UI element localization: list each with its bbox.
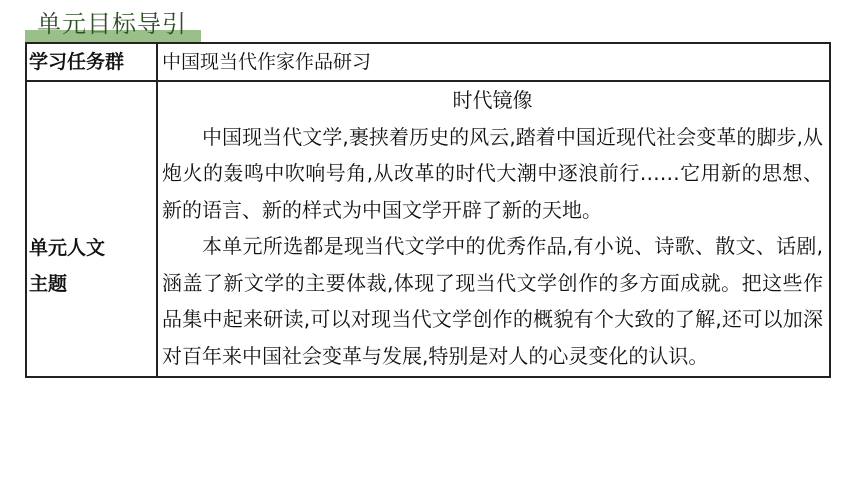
theme-paragraph-1: 中国现当代文学,裹挟着历史的风云,踏着中国近现代社会变革的脚步,从炮火的轰鸣中吹响号角,从改革的时代大潮中逐浪前行……它用新的思想、新的语言、新的样式为中国文学开辟了新的天地。 — [162, 124, 823, 222]
task-group-value: 中国现当代作家作品研习 — [157, 43, 830, 81]
theme-label-line1: 单元人文 — [29, 237, 106, 259]
theme-label-line2: 主题 — [29, 273, 68, 295]
theme-content — [157, 81, 830, 377]
task-group-row — [26, 43, 830, 81]
section-banner — [25, 8, 201, 42]
theme-paragraph-2: 本单元所选都是现当代文学中的优秀作品,有小说、诗歌、散文、话剧,涵盖了新文学的主要体裁,体现了现当代文学创作的多方面成就。把这些作品集中起来研读,可以对现当代文学创作的概貌有个大致的了解,还可以加深对百年来中国社会变革与发展,特别是对人的心灵变化的认识。 — [162, 234, 823, 368]
theme-title: 时代镜像 — [452, 88, 533, 112]
section-title: 单元目标导引 — [37, 10, 187, 38]
unit-goal-table — [25, 42, 831, 378]
theme-label-cell — [26, 81, 157, 377]
theme-row — [26, 81, 830, 377]
task-group-label: 学习任务群 — [26, 43, 157, 81]
